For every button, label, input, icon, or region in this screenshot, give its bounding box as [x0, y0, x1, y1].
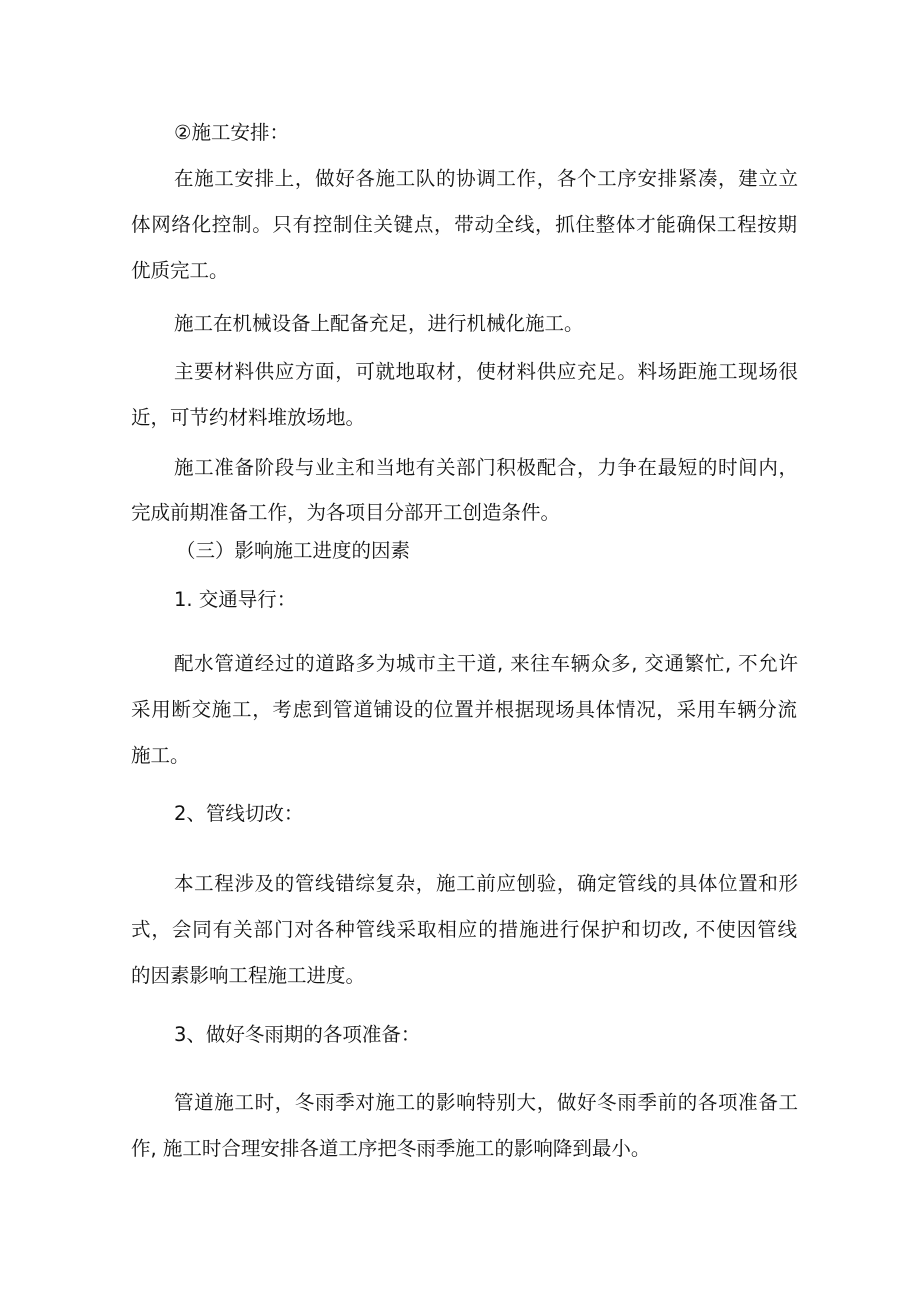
item-title: 1. 交通导行：: [174, 588, 297, 611]
paragraph-line: 体网络化控制。只有控制住关键点，带动全线，抓住整体才能确保工程按期: [131, 213, 797, 236]
paragraph-line: 本工程涉及的管线错综复杂，施工前应刨验，确定管线的具体位置和形: [174, 872, 798, 895]
paragraph-line: 完成前期准备工作，为各项目分部开工创造条件。: [131, 501, 561, 524]
paragraph-line: 采用断交施工，考虑到管道铺设的位置并根据现场具体情况，采用车辆分流: [131, 698, 797, 721]
paragraph-line: 施工。: [131, 744, 190, 767]
schedule-heading: ②施工安排：: [174, 121, 289, 144]
paragraph-line: 主要材料供应方面，可就地取材，使材料供应充足。料场距施工现场很: [174, 360, 798, 383]
paragraph-line: 式，会同有关部门对各种管线采取相应的措施进行保护和切改, 不使因管线: [131, 918, 797, 941]
paragraph-line: 近，可节约材料堆放场地。: [131, 406, 366, 429]
item-title: 2、管线切改：: [174, 802, 304, 825]
paragraph-line: 施工准备阶段与业主和当地有关部门积极配合，力争在最短的时间内，: [174, 456, 798, 479]
paragraph-line: 的因素影响工程施工进度。: [131, 964, 366, 987]
item-title: 3、做好冬雨期的各项准备：: [174, 1023, 421, 1046]
paragraph-line: 作, 施工时合理安排各道工序把冬雨季施工的影响降到最小。: [131, 1137, 651, 1160]
paragraph-line: 配水管道经过的道路多为城市主干道, 来往车辆众多, 交通繁忙, 不允许: [174, 652, 798, 675]
paragraph-line: 施工在机械设备上配备充足，进行机械化施工。: [174, 312, 584, 335]
paragraph-line: 管道施工时，冬雨季对施工的影响特别大，做好冬雨季前的各项准备工: [174, 1091, 798, 1114]
paragraph-line: 优质完工。: [131, 259, 229, 282]
paragraph-line: 在施工安排上，做好各施工队的协调工作，各个工序安排紧凑，建立立: [174, 167, 798, 190]
section-title: （三）影响施工进度的因素: [176, 539, 411, 562]
